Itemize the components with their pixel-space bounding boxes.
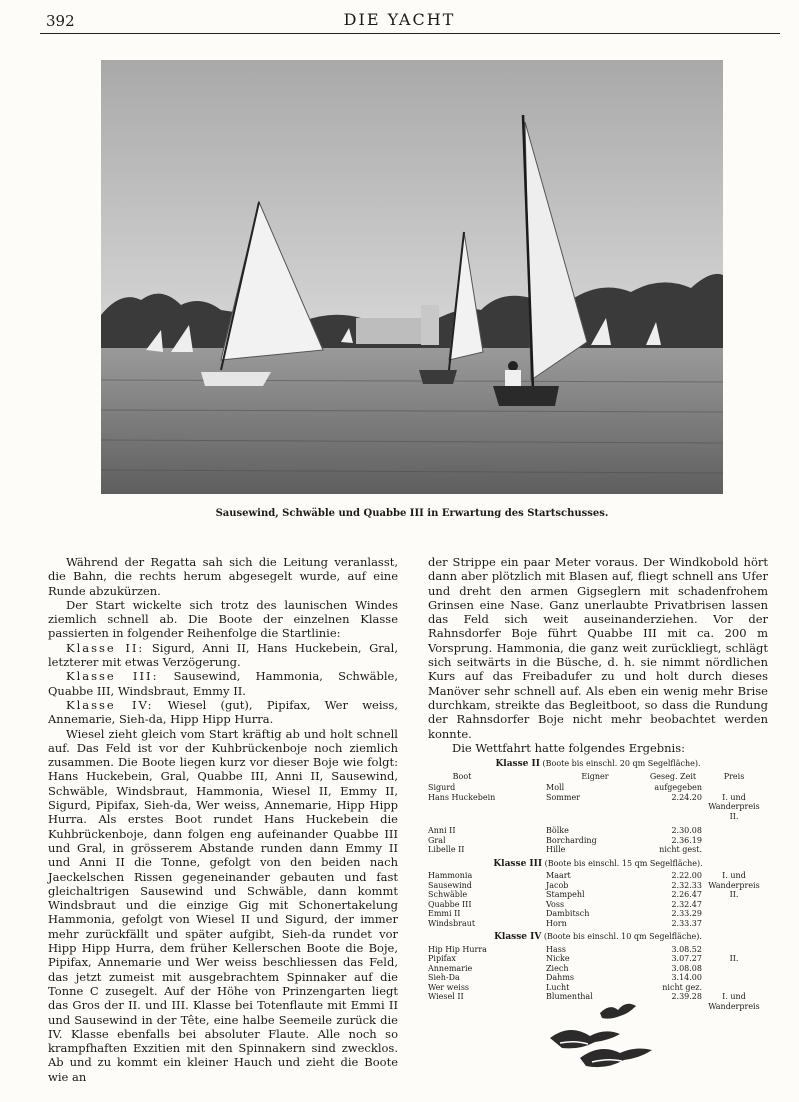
header-prize: Preis [723,771,745,781]
klasse-start-order [48,669,398,698]
prize: I. und [722,792,746,802]
results-column-headers [428,772,768,782]
results-row [428,945,768,955]
boat-name [428,812,546,822]
owner-name: Maart [546,871,571,881]
sailed-time: 2.30.08 [671,826,702,836]
results-table [428,759,768,1011]
owner-name: Blumenthal [546,992,593,1002]
boat-name: Sausewind [428,880,472,890]
prize: II. [729,954,739,964]
sailed-time: 2.32.33 [671,880,702,890]
results-row [428,954,768,964]
prize [702,973,766,983]
header-boat: Boot [452,771,472,781]
klasse-boats: Wiesel (gut), Pipifax, Wer weiss, Annemarie, Sieh-da, Hipp Hipp Hurra. [48,697,398,727]
prize: I. und [722,992,746,1002]
prize: Wanderpreis [708,802,760,812]
header-rule [40,33,780,34]
owner-name: Bölke [546,826,569,836]
results-row [428,793,768,803]
sailed-time [644,802,702,812]
owner-name: Moll [546,783,565,793]
owner-name: Nicke [546,954,570,964]
results-row [428,871,768,881]
class-note: (Boote bis einschl. 20 qm Segelfläche). [542,759,701,769]
boat-name: Windsbraut [428,918,476,928]
results-intro: Die Wettfahrt hatte folgendes Ergebnis: [452,740,685,755]
header-owner: Eigner [581,771,609,781]
class-name: Klasse II [495,759,540,770]
results-row [428,919,768,929]
boat-name: Quabbe III [428,899,472,909]
body-paragraph: Wiesel zieht gleich vom Start kräftig ab und holt schnell auf. Das Feld ist vor der Kuhbrückenboje noch ziemlich zusammen. Die Boote liegen kurz vor dieser Boje wie folgt: Hans Huckebein, Gral, Quabbe III, Anni II, Sausewind, Schwäble, Windsbraut, Hammonia, Wiesel II, Emmy II, Sigurd, Pipifax, Sieh-da, Wer weiss, Annemarie, Hipp Hipp Hurra. Als erstes Boot rundet Hans Huckebein die Kuhbrückenboje, dann folgen eng aufeinander Quabbe III und Gral, in grösserem Abstande runden dann Emmy II und Anni II die Tonne, gefolgt von den beiden nach Jaeckelschen Rissen gegeneinander gebauten und fast gleichaltrigen Sausewind und Schwäble, dann kommt Windsbraut und die einzige Gig mit Schonertakelung Hammonia, gefolgt von Wiesel II und Sigurd, der immer mehr zurückfällt und später aufgibt, Sieh-da rundet vor Hipp Hipp Hurra, dem früher Kellerschen Boote die Boje, Pipifax, Annemarie und Wer weiss beschliessen das Feld, das jetzt zumeist mit ausgebrachtem Spinnaker auf die Tonne C zusegelt. Auf der Höhe von Prinzengarten liegt das Gros der II. und III. Klasse bei Totenflaute mit Emmi II und Sausewind in der Tête, eine halbe Seemeile zurück die IV. Klasse ebenfalls bei absoluter Flaute. Alle noch so krampfhaften Exzitien mit den Spinnakern sind zwecklos. Ab und zu kommt ein kleiner Hauch und zieht die Boote wie an [48,726,398,1084]
sailed-time: 3.07.27 [671,954,702,964]
right-column [428,555,768,1011]
owner-name: Jacob [546,880,569,890]
class-heading [428,859,768,870]
prize [702,836,766,846]
owner-name: Hass [546,944,566,954]
owner-name [546,812,644,822]
owner-name: Dahms [546,973,575,983]
owner-name: Horn [546,918,567,928]
results-row [428,909,768,919]
class-note: (Boote bis einschl. 15 qm Segelfläche). [544,858,703,868]
sailed-time: 2.33.37 [671,918,702,928]
seagulls-vignette-icon [540,998,660,1078]
sailed-time: 2.32.47 [671,899,702,909]
sailed-time: 3.08.52 [671,944,702,954]
class-name: Klasse III [493,858,543,869]
sailed-time: nicht gez. [662,982,702,992]
results-row [428,802,768,812]
owner-name [546,802,644,812]
boat-name: Emmi II [428,909,461,919]
boat-name: Wer weiss [428,982,470,992]
klasse-start-order [48,641,398,670]
klasse-boats: Sausewind, Hammonia, Schwäble, Quabbe III, Windsbraut, Emmy II. [48,669,398,698]
klasse-label: Klasse III: [66,669,159,684]
results-row [428,900,768,910]
header-time: Geseg. Zeit [649,771,697,781]
results-row [428,964,768,974]
sailed-time: aufgegeben [654,783,702,793]
prize [702,919,766,929]
sailed-time: 3.08.08 [671,963,702,973]
sailed-time: 2.33.29 [671,909,702,919]
sailed-time [644,812,702,822]
boat-name: Libelle II [428,845,465,855]
class-note: (Boote bis einschl. 10 qm Segelfläche). [543,932,702,942]
owner-name: Voss [546,899,565,909]
sailed-time: 2.36.19 [671,835,702,845]
boat-name: Sieh-Da [428,973,460,983]
class-name: Klasse IV [494,932,542,943]
prize [702,826,766,836]
body-paragraph: Während der Regatta sah sich die Leitung veranlasst, die Bahn, die rechts herum abgesegelt wurde, auf eine Runde abzukürzen. [48,555,398,598]
klasse-start-order [48,698,398,727]
sailed-time: 3.14.00 [671,973,702,983]
prize: Wanderpreis [708,880,760,890]
boat-name: Schwäble [428,890,468,900]
sailed-time: nicht gest. [659,845,702,855]
prize: Wanderpreis [708,1001,760,1011]
prize [702,909,766,919]
sailed-time: 2.39.28 [671,992,702,1002]
klasse-label: Klasse II: [66,640,145,655]
klasse-boats: Sigurd, Anni II, Hans Huckebein, Gral, letzterer mit etwas Verzögerung. [48,640,398,670]
sailboat-photo [101,60,723,494]
owner-name: Sommer [546,792,581,802]
class-heading [428,932,768,943]
body-paragraph: Der Start wickelte sich trotz des launischen Windes ziemlich schnell ab. Die Boote der einzelnen Klasse passierten in folgender Reihenfolge die Startlinie: [48,597,398,641]
prize [702,945,766,955]
boat-name [428,802,546,812]
prize [702,983,766,993]
prize [702,964,766,974]
prize [702,845,766,855]
owner-name: Stampehl [546,890,585,900]
results-row [428,983,768,993]
page-number: 392 [46,12,75,30]
boat-name: Hans Huckebein [428,792,496,802]
sailed-time: 2.24.20 [671,792,702,802]
prize [702,900,766,910]
sailed-time: 2.26.47 [671,890,702,900]
boat-name: Pipifax [428,954,456,964]
owner-name: Hille [546,845,566,855]
boat-name: Anni II [428,826,456,836]
prize [702,783,766,793]
results-row [428,826,768,836]
left-column [48,555,398,1084]
owner-name: Lucht [546,982,570,992]
prize: II. [729,890,739,900]
prize: II. [729,811,739,821]
klasse-label: Klasse IV: [66,697,154,712]
owner-name: Borcharding [546,835,597,845]
owner-name: Ziech [546,963,569,973]
boat-name [428,1002,546,1012]
class-heading [428,759,768,770]
results-row [428,973,768,983]
owner-name: Dambitsch [546,909,590,919]
boat-name: Annemarie [428,963,473,973]
boat-name: Gral [428,835,446,845]
boat-name: Hammonia [428,871,473,881]
results-row [428,836,768,846]
results-row [428,890,768,900]
photo-caption: Sausewind, Schwäble und Quabbe III in Erwartung des Startschusses. [215,508,609,519]
right-column-text: der Strippe ein paar Meter voraus. Der Windkobold hört dann aber plötzlich mit Blasen auf, fliegt schnell ans Ufer und dreht den armen Gigseglern mit schadenfrohem Grinsen eine Nase. Ganz unerlaubte Privatbrisen lassen das Feld sich weit auseinanderziehen. Vor der Rahnsdorfer Boje führt Quabbe III mit ca. 200 m Vorsprung. Hammonia, die ganz weit zurückliegt, schlägt sich seitwärts in die Büsche, d. h. sie nimmt nördlichen Kurs auf das Freibadufer zu und holt durch dieses Manöver sehr schnell auf. Als eben ein wenig mehr Brise durchkam, streikte das Begleitboot, so dass die Rundung der Rahnsdorfer Boje nicht mehr beobachtet werden konnte. [428,555,768,741]
results-row [428,845,768,855]
results-row [428,783,768,793]
boat-name: Wiesel II [428,992,464,1002]
results-row [428,812,768,822]
results-row [428,881,768,891]
boat-name: Hip Hip Hurra [428,944,487,954]
boat-name: Sigurd [428,783,456,793]
prize: I. und [722,871,746,881]
running-title: DIE YACHT [343,10,456,29]
sailed-time: 2.22.00 [671,871,702,881]
